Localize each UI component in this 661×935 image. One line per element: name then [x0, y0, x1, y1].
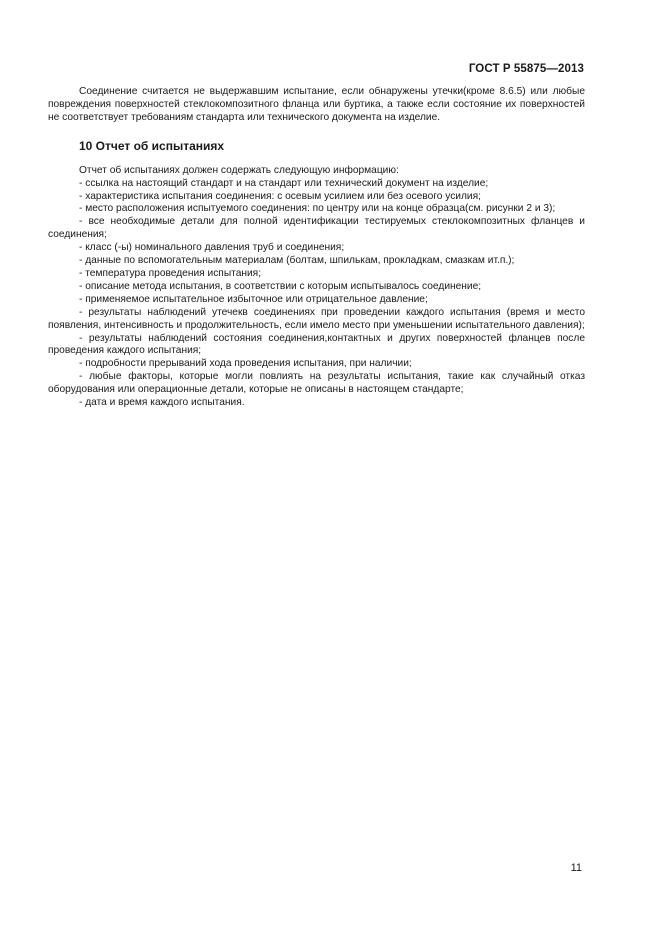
list-item: - ссылка на настоящий стандарт и на стандарт или технический документ на изделие;: [79, 177, 489, 189]
list-item: - температура проведения испытания;: [79, 267, 262, 279]
list-item: - результаты наблюдений утечекв соединениях при проведении каждого испытания (время и место появления, интенсивность и продолжительность, если имело место при уменьшении испытательного давления);: [48, 306, 585, 331]
page-number: 11: [570, 862, 582, 874]
list-item: - дата и время каждого испытания.: [79, 397, 245, 409]
intro-paragraph: Соединение считается не выдержавшим испытание, если обнаружены утечки(кроме 8.6.5) или любые повреждения поверхностей стеклокомпозитного фланца или буртика, а также если состояние их поверхностей не соответствует требованиям стандарта или технического документа на изделие.: [48, 86, 585, 123]
list-item: - описание метода испытания, в соответствии с которым испытывалось соединение;: [79, 280, 482, 292]
list-item: - результаты наблюдений состояния соединения,контактных и других поверхностей фланцев после проведения каждого испытания;: [48, 332, 585, 357]
report-requirements-list: [48, 178, 585, 410]
section-title: 10 Отчет об испытаниях: [79, 138, 225, 153]
list-item: - класс (-ы) номинального давления труб и соединения;: [79, 242, 345, 254]
list-item: - подробности прерываний хода проведения испытания, при наличии;: [79, 358, 412, 370]
list-item: - любые факторы, которые могли повлиять на результаты испытания, такие как случайный отказ оборудования или операционные детали, которые не описаны в настоящем стандарте;: [48, 371, 585, 396]
list-item: - данные по вспомогательным материалам (болтам, шпилькам, прокладкам, смазкам ит.п.);: [79, 255, 515, 267]
list-item: - все необходимые детали для полной идентификации тестируемых стеклокомпозитных фланцев и соединения;: [48, 216, 585, 241]
standard-code: ГОСТ Р 55875—2013: [468, 63, 584, 75]
section-lead: Отчет об испытаниях должен содержать следующую информацию:: [79, 164, 399, 176]
page-content: [48, 86, 585, 410]
list-item: - место расположения испытуемого соединения: по центру или на конце образца(см. рисунки 2 и 3);: [79, 203, 556, 215]
list-item: - характеристика испытания соединения: с осевым усилием или без осевого усилия;: [79, 190, 481, 202]
list-item: - применяемое испытательное избыточное или отрицательное давление;: [79, 293, 428, 305]
